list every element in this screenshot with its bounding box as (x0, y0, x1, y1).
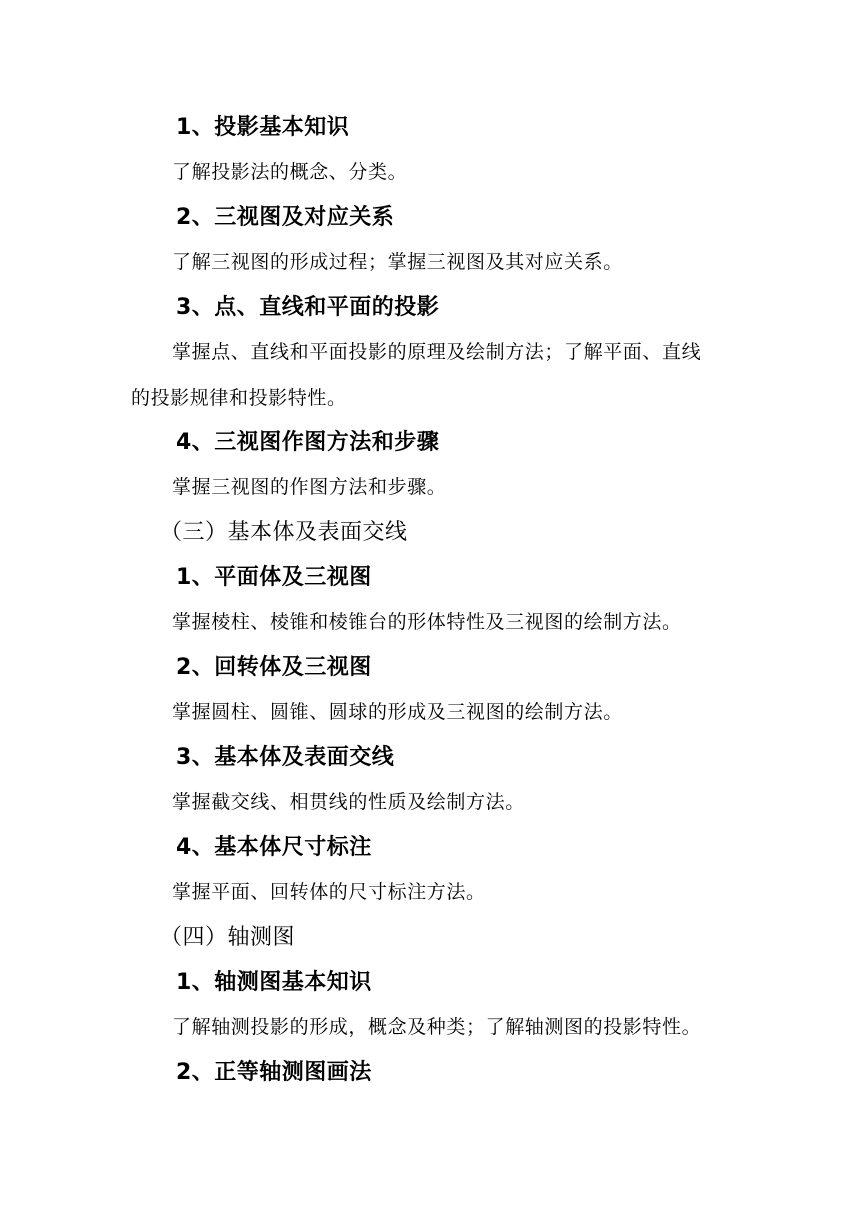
paragraph-point-line-plane-2: 的投影规律和投影特性。 (131, 387, 347, 409)
heading-point-line-plane: 3、点、直线和平面的投影 (176, 295, 440, 320)
heading-revolution-solids: 2、回转体及三视图 (176, 655, 372, 680)
heading-drawing-steps: 4、三视图作图方法和步骤 (176, 430, 440, 455)
heading-axonometric-basics: 1、轴测图基本知识 (176, 970, 372, 995)
heading-projection-basics: 1、投影基本知识 (176, 115, 350, 140)
paragraph-axonometric-basics: 了解轴测投影的形成，概念及种类；了解轴测图的投影特性。 (172, 1016, 702, 1038)
paragraph-revolution-solids: 掌握圆柱、圆锥、圆球的形成及三视图的绘制方法。 (172, 701, 623, 723)
paragraph-dimensioning: 掌握平面、回转体的尺寸标注方法。 (172, 881, 486, 903)
paragraph-plane-solids: 掌握棱柱、棱锥和棱锥台的形体特性及三视图的绘制方法。 (172, 611, 682, 633)
paragraph-projection-basics: 了解投影法的概念、分类。 (172, 161, 408, 183)
paragraph-drawing-steps: 掌握三视图的作图方法和步骤。 (172, 476, 447, 498)
section-basic-solids: （三）基本体及表面交线 (160, 520, 408, 545)
heading-dimensioning: 4、基本体尺寸标注 (176, 835, 372, 860)
heading-three-views: 2、三视图及对应关系 (176, 205, 395, 230)
heading-isometric-drawing: 2、正等轴测图画法 (176, 1060, 372, 1085)
section-axonometric: （四）轴测图 (160, 925, 296, 950)
heading-surface-intersections: 3、基本体及表面交线 (176, 745, 395, 770)
paragraph-point-line-plane-1: 掌握点、直线和平面投影的原理及绘制方法；了解平面、直线 (172, 341, 702, 363)
paragraph-three-views: 了解三视图的形成过程；掌握三视图及其对应关系。 (172, 251, 623, 273)
paragraph-surface-intersections: 掌握截交线、相贯线的性质及绘制方法。 (172, 791, 525, 813)
heading-plane-solids: 1、平面体及三视图 (176, 565, 372, 590)
